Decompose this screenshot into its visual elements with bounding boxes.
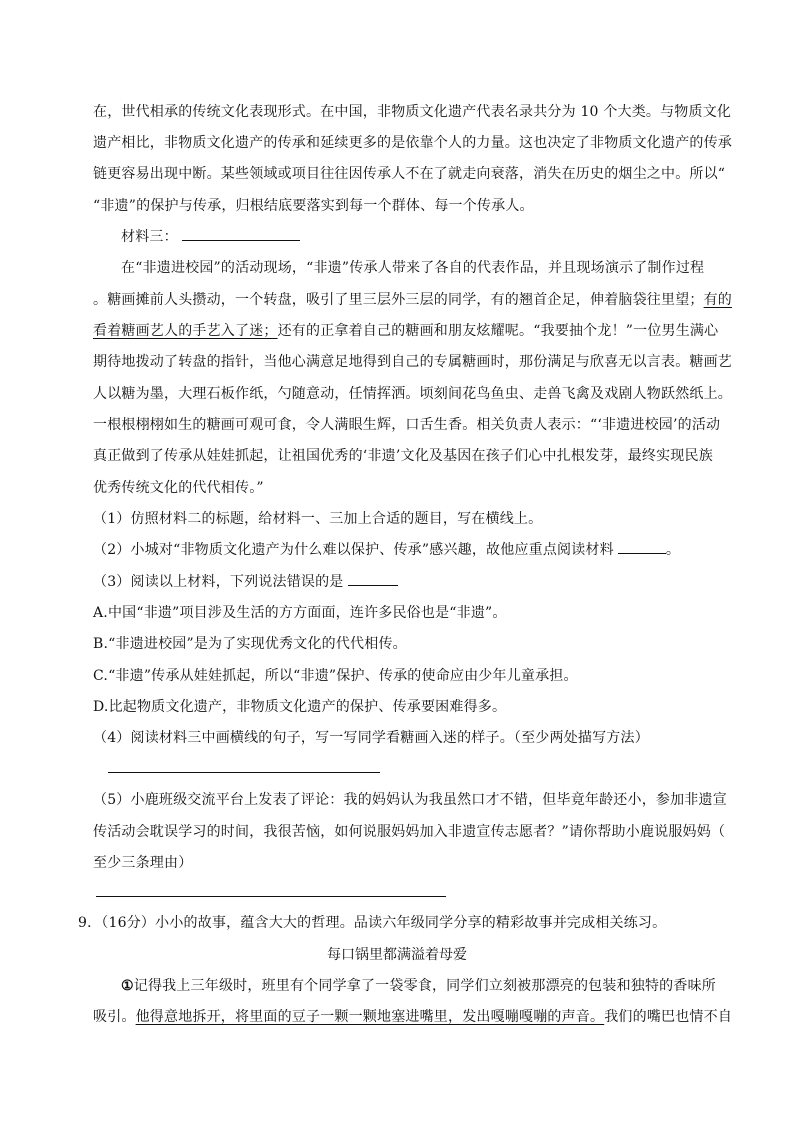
story-line-1-text: 记得我上三年级时，班里有个同学拿了一袋零食，同学们立刻被那漂亮的包装和独特的香味所 bbox=[133, 978, 716, 994]
question-5-line-2: 传活动会耽误学习的时间，我很苦恼，如何说服妈妈加入非遗宣传志愿者？”请你帮助小鹿说服妈妈（ bbox=[93, 824, 726, 840]
question-2-end: 。 bbox=[665, 542, 681, 558]
para2-line-3 bbox=[93, 320, 718, 340]
para2-line-2-text: 。糖画摊前人头攒动，一个转盘，吸引了里三层外三层的同学，有的翘首企足，伸着脑袋往里望； bbox=[93, 292, 704, 308]
para2-line-8: 优秀传统文化的代代相传。” bbox=[93, 480, 264, 496]
para2-line-1: 在“非遗进校园”的活动现场，“非遗”传承人带来了各自的代表作品，并且现场演示了制作过程 bbox=[121, 260, 705, 276]
para2-line-7: 真正做到了传承从娃娃抓起，让祖国优秀的‘非遗’文化及基因在孩子们心中扎根发芽，最终实现民族 bbox=[93, 448, 713, 464]
para1-line-3: 链更容易出现中断。某些领域或项目往往因传承人不在了就走向衰落，消失在历史的烟尘之中。所以“ bbox=[93, 166, 726, 182]
underlined-sentence-start: 有的 bbox=[703, 292, 733, 308]
question-5-answer-line[interactable] bbox=[96, 896, 446, 897]
material3-heading bbox=[121, 226, 300, 246]
question-3-answer-blank[interactable] bbox=[348, 584, 398, 586]
question-2 bbox=[93, 539, 680, 559]
question-4-answer-line[interactable] bbox=[108, 772, 380, 773]
option-d: D.比起物质文化遗产，非物质文化遗产的保护、传承要困难得多。 bbox=[93, 699, 507, 715]
para2-line-2 bbox=[93, 289, 732, 309]
option-c: C.“非遗”传承从娃娃抓起，所以“非遗”保护、传承的使命应由少年儿童承担。 bbox=[93, 668, 578, 684]
para2-line-5: 人以糖为墨，大理石板作纸，勺随意动，任情挥洒。顷刻间花鸟鱼虫、走兽飞禽及戏剧人物跃然纸上。 bbox=[93, 386, 732, 402]
para1-line-4: “非遗”的保护与传承，归根结底要落实到每一个群体、每一个传承人。 bbox=[93, 198, 534, 214]
option-b: B.“非遗进校园”是为了实现优秀文化的代代相传。 bbox=[93, 636, 407, 652]
material3-title-blank[interactable] bbox=[182, 239, 300, 241]
question-3-text: （3）阅读以上材料，下列说法错误的是 bbox=[93, 574, 344, 590]
question-9-heading: 9．（16分）小小的故事，蕴含大大的哲理。品读六年级同学分享的精彩故事并完成相关练习。 bbox=[78, 915, 667, 931]
question-1: （1）仿照材料二的标题，给材料一、三加上合适的题目，写在横线上。 bbox=[93, 511, 543, 527]
story-line-2-start: 吸引。 bbox=[93, 1009, 136, 1025]
paragraph-number: ① bbox=[121, 978, 134, 994]
question-2-answer-blank[interactable] bbox=[618, 552, 666, 554]
para2-line-6: 一根根栩栩如生的糖画可观可食，令人满眼生辉，口舌生香。相关负责人表示：“‘非遗进校园’的活动 bbox=[93, 417, 721, 433]
para2-line-4: 期待地拨动了转盘的指针，当他心满意足地得到自己的专属糖画时，那份满足与欣喜无以言表。糖画艺 bbox=[93, 354, 732, 370]
question-3 bbox=[93, 571, 398, 591]
story-line-1 bbox=[121, 975, 716, 995]
material3-label: 材料三： bbox=[121, 229, 178, 245]
story-line-2-end: 我们的嘴巴也情不自 bbox=[604, 1009, 733, 1025]
story-line-2 bbox=[93, 1006, 732, 1026]
underlined-sentence-end: 看着糖画艺人的手艺入了迷； bbox=[93, 323, 278, 339]
question-4: （4）阅读材料三中画横线的句子，写一写同学看糖画入迷的样子。（至少两处描写方法） bbox=[93, 730, 649, 746]
option-a: A.中国“非遗”项目涉及生活的方方面面，连许多民俗也是“非遗”。 bbox=[93, 605, 507, 621]
para1-line-2: 遗产相比，非物质文化遗产的传承和延续更多的是依靠个人的力量。这也决定了非物质文化遗产的传承 bbox=[93, 135, 732, 151]
question-5-line-3: 至少三条理由） bbox=[93, 855, 193, 871]
para2-line-3-text: 还有的正拿着自己的糖画和朋友炫耀呢。“我要抽个龙！”一位男生满心 bbox=[277, 323, 719, 339]
story-title: 每口锅里都满溢着母爱 bbox=[327, 947, 467, 963]
story-underlined-sentence: 他得意地拆开，将里面的豆子一颗一颗地塞进嘴里，发出嘎嘣嘎嘣的声音。 bbox=[135, 1009, 605, 1025]
para1-line-1: 在，世代相承的传统文化表现形式。在中国，非物质文化遗产代表名录共分为 10 个大类。与物质文化 bbox=[93, 104, 732, 120]
question-5-line-1: （5）小鹿班级交流平台上发表了评论：我的妈妈认为我虽然口才不错，但毕竟年龄还小，参加非遗宣 bbox=[93, 792, 727, 808]
question-2-text: （2）小城对“非物质文化遗产为什么难以保护、传承”感兴趣，故他应重点阅读材料 bbox=[93, 542, 614, 558]
